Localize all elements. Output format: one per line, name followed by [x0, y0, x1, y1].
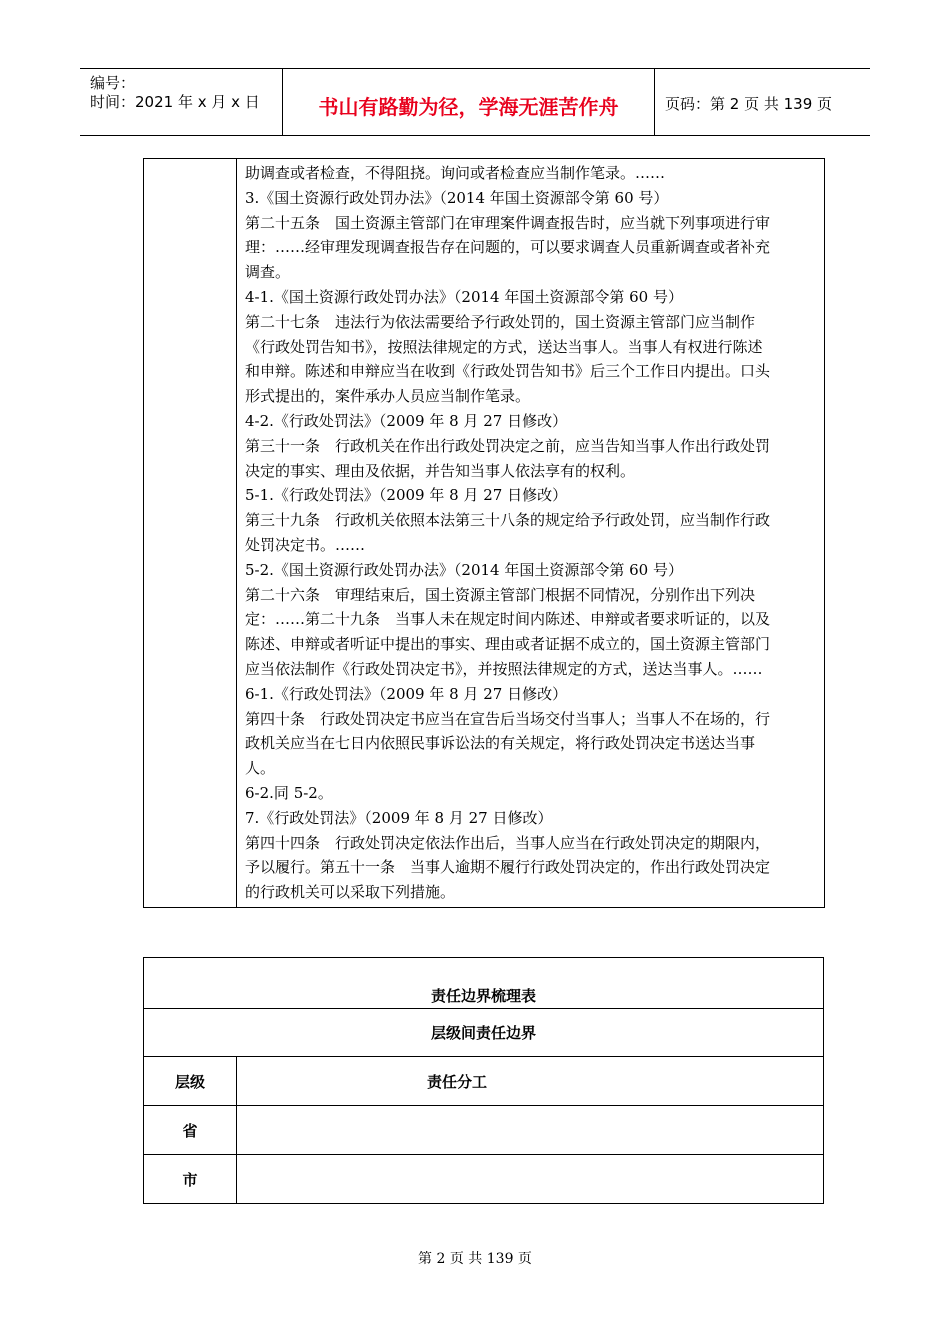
legal-text-line: 陈述、申辩或者听证中提出的事实、理由或者证据不成立的，国土资源主管部门	[245, 635, 771, 654]
legal-text-line: 第四十四条 行政处罚决定依法作出后，当事人应当在行政处罚决定的期限内，	[245, 833, 771, 852]
legal-text-line: 第二十五条 国土资源主管部门在审理案件调查报告时，应当就下列事项进行审	[245, 213, 771, 232]
legal-text-line: 第三十一条 行政机关在作出行政处罚决定之前，应当告知当事人作出行政处罚	[245, 436, 771, 455]
legal-text-line: 4-2.《行政处罚法》（2009 年 8 月 27 日修改）	[245, 411, 568, 430]
legal-text-line: 3.《国土资源行政处罚办法》（2014 年国土资源部令第 60 号）	[245, 188, 669, 207]
document-date-label: 时间：2021 年 x 月 x 日	[90, 93, 260, 111]
column-divider	[236, 159, 237, 907]
legal-text-line: 第二十六条 审理结束后，国土资源主管部门根据不同情况，分别作出下列决	[245, 585, 756, 604]
table-title-row	[144, 958, 824, 1009]
legal-text-line: 第四十条 行政处罚决定书应当在宣告后当场交付当事人；当事人不在场的，行	[245, 709, 771, 728]
legal-basis-table	[143, 158, 825, 908]
column-header-duty: 责任分工	[237, 1057, 824, 1106]
page-header	[80, 68, 870, 136]
legal-text-line: 第三十九条 行政机关依照本法第三十八条的规定给予行政处罚，应当制作行政	[245, 511, 771, 530]
table-row	[144, 1155, 824, 1204]
legal-text-line: 人。	[245, 759, 276, 778]
legal-text-line: 6-1.《行政处罚法》（2009 年 8 月 27 日修改）	[245, 684, 568, 703]
document-number-label: 编号：	[90, 74, 136, 92]
legal-basis-text	[245, 161, 813, 905]
legal-text-line: 调查。	[245, 263, 291, 282]
legal-text-line: 的行政机关可以采取下列措施。	[245, 883, 456, 902]
header-page-number: 页码：第 2 页 共 139 页	[665, 95, 833, 113]
legal-text-line: 和申辩。陈述和申辩应当在收到《行政处罚告知书》后三个工作日内提出。口头	[245, 362, 771, 381]
header-page-cell	[655, 69, 870, 135]
legal-text-line: 予以履行。第五十一条 当事人逾期不履行行政处罚决定的，作出行政处罚决定	[245, 858, 771, 877]
legal-text-line: 应当依法制作《行政处罚决定书》，并按照法律规定的方式，送达当事人。……	[245, 659, 763, 678]
table-subtitle: 层级间责任边界	[144, 1009, 824, 1057]
legal-text-line: 4-1.《国土资源行政处罚办法》（2014 年国土资源部令第 60 号）	[245, 287, 683, 306]
legal-text-line: 5-2.《国土资源行政处罚办法》（2014 年国土资源部令第 60 号）	[245, 560, 683, 579]
legal-text-line: 7.《行政处罚法》（2009 年 8 月 27 日修改）	[245, 808, 553, 827]
legal-text-line: 5-1.《行政处罚法》（2009 年 8 月 27 日修改）	[245, 486, 568, 505]
header-motto: 书山有路勤为径，学海无涯苦作舟	[318, 95, 619, 119]
page-footer: 第 2 页 共 139 页	[418, 1251, 532, 1267]
column-header-level: 层级	[144, 1057, 237, 1106]
legal-text-line: 《行政处罚告知书》，按照法律规定的方式，送达当事人。当事人有权进行陈述	[245, 337, 763, 356]
legal-text-line: 6-2.同 5-2。	[245, 783, 333, 802]
legal-text-line: 定：……第二十九条 当事人未在规定时间内陈述、申辩或者要求听证的，以及	[245, 610, 771, 629]
responsibility-boundary-table	[143, 957, 824, 1204]
row-level-city: 市	[144, 1155, 237, 1204]
row-level-province: 省	[144, 1106, 237, 1155]
legal-text-line: 处罚决定书。……	[245, 535, 366, 554]
legal-text-line: 第二十七条 违法行为依法需要给予行政处罚的，国土资源主管部门应当制作	[245, 312, 756, 331]
row-duty-city	[237, 1155, 824, 1204]
legal-text-line: 政机关应当在七日内依照民事诉讼法的有关规定，将行政处罚决定书送达当事	[245, 734, 756, 753]
table-title: 责任边界梳理表	[144, 958, 824, 1009]
header-meta-cell	[80, 69, 283, 135]
row-duty-province	[237, 1106, 824, 1155]
legal-text-line: 决定的事实、理由及依据，并告知当事人依法享有的权利。	[245, 461, 636, 480]
legal-text-line: 助调查或者检查，不得阻挠。询问或者检查应当制作笔录。……	[245, 164, 666, 182]
table-header-row	[144, 1057, 824, 1106]
table-row	[144, 1106, 824, 1155]
table-subtitle-row	[144, 1009, 824, 1057]
legal-text-line: 理：……经审理发现调查报告存在问题的，可以要求调查人员重新调查或者补充	[245, 238, 771, 257]
legal-text-line: 形式提出的，案件承办人员应当制作笔录。	[245, 387, 531, 406]
header-motto-cell	[283, 69, 655, 135]
